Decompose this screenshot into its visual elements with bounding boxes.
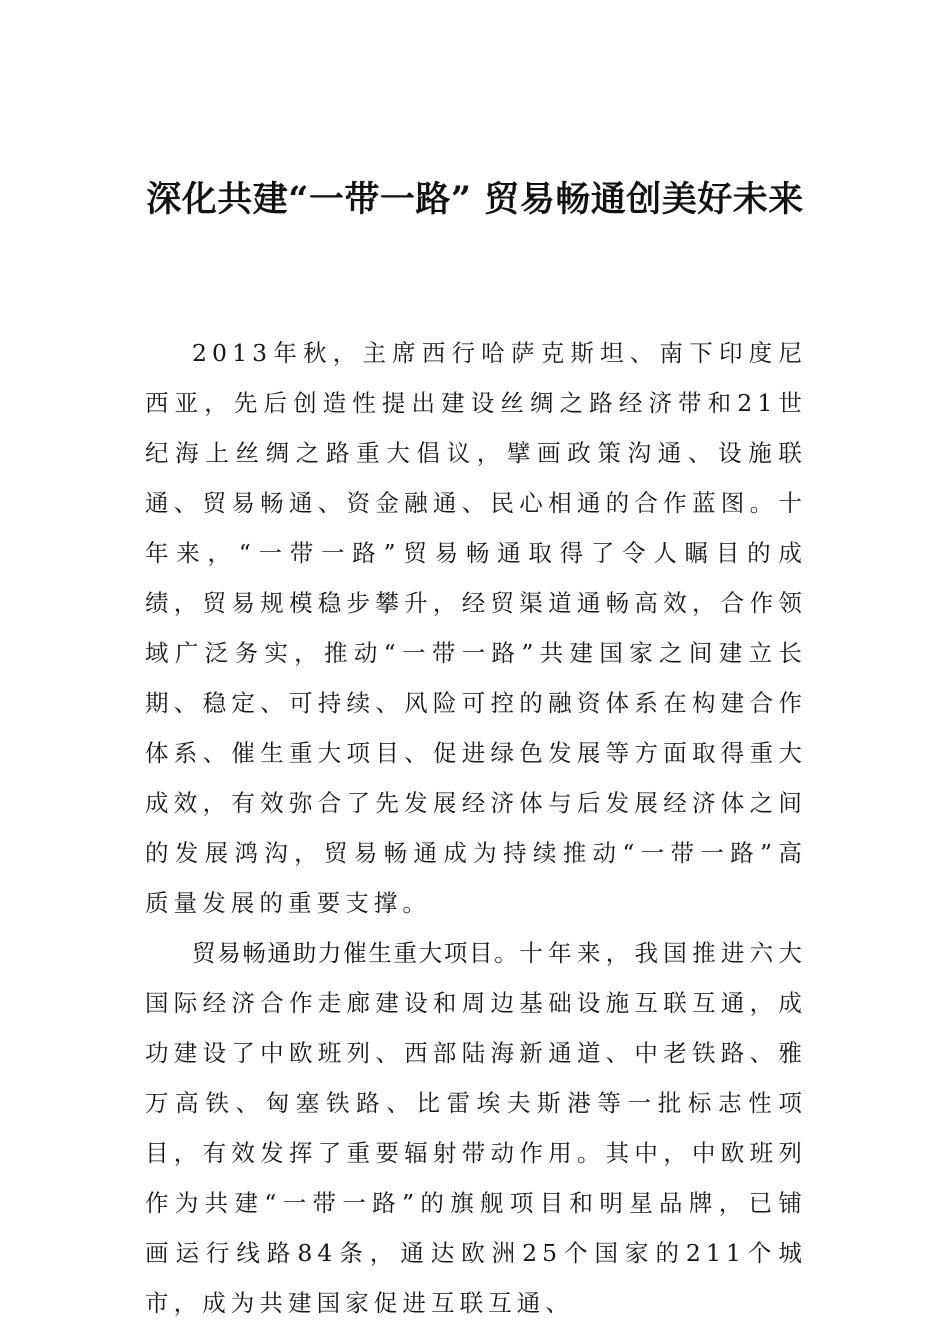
- paragraph-intro: [145, 328, 807, 928]
- document-body: [145, 328, 807, 1328]
- document-title: 深化共建“一带一路” 贸易畅通创美好未来: [146, 179, 804, 220]
- paragraph-lead-heading: 贸易畅通助力催生重大项目。: [192, 939, 520, 967]
- paragraph-intro-text: 2013年秋，主席西行哈萨克斯坦、南下印度尼西亚，先后创造性提出建设丝绸之路经济带和21世纪海上丝绸之路重大倡议，擘画政策沟通、设施联通、贸易畅通、资金融通、民心相通的合作蓝图。十年来，“一带一路”贸易畅通取得了令人瞩目的成绩，贸易规模稳步攀升，经贸渠道通畅高效，合作领域广泛务实，推动“一带一路”共建国家之间建立长期、稳定、可持续、风险可控的融资体系在构建合作体系、催生重大项目、促进绿色发展等方面取得重大成效，有效弥合了先发展经济体与后发展经济体之间的发展鸿沟，贸易畅通成为持续推动“一带一路”高质量发展的重要支撑。: [145, 339, 807, 917]
- paragraph-major-projects: [145, 928, 807, 1328]
- paragraph-major-projects-text: 十年来，我国推进六大国际经济合作走廊建设和周边基础设施互联互通，成功建设了中欧班列、西部陆海新通道、中老铁路、雅万高铁、匈塞铁路、比雷埃夫斯港等一批标志性项目，有效发挥了重要辐射带动作用。其中，中欧班列作为共建“一带一路”的旗舰项目和明星品牌，已铺画运行线路84条，通达欧洲25个国家的211个城市，成为共建国家促进互联互通、: [145, 939, 808, 1317]
